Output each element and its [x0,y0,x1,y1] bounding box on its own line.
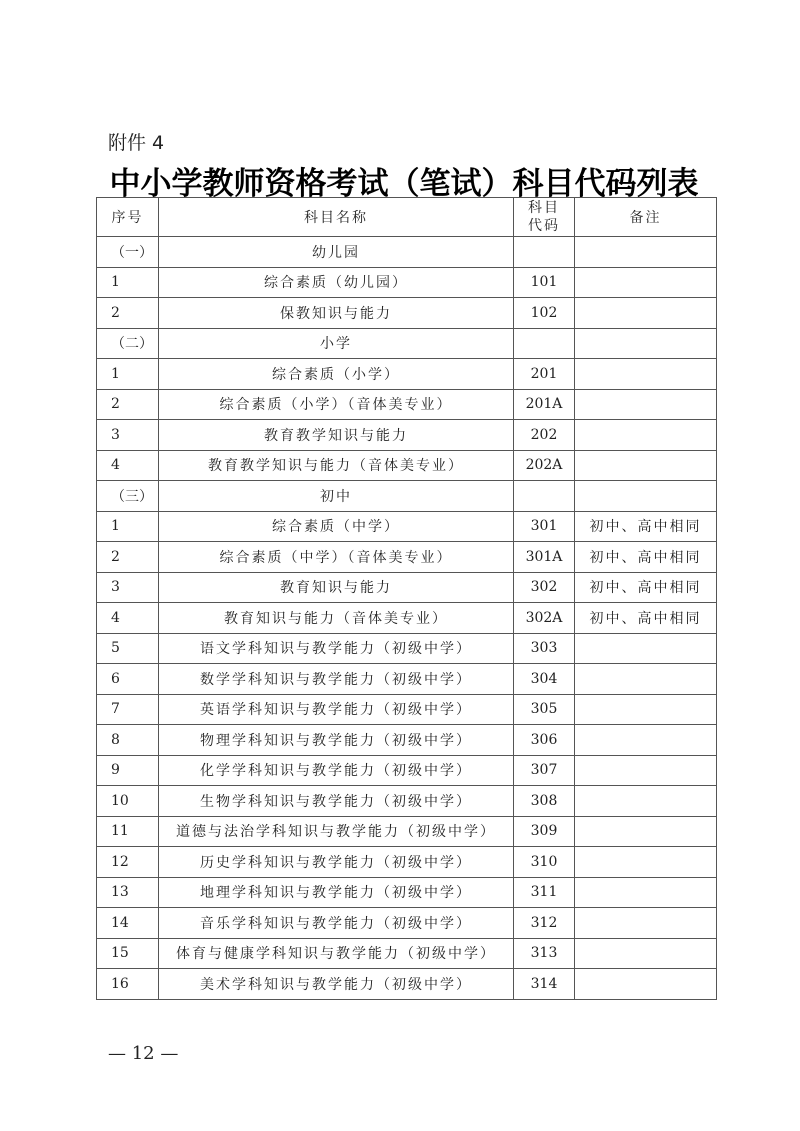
table-row [97,694,717,725]
row-no: 6 [97,664,159,695]
table-header-row [97,198,717,237]
table-row [97,267,717,298]
table-row [97,664,717,695]
row-note [575,786,717,817]
table-row [97,389,717,420]
row-code: 302 [514,572,575,603]
table-row [97,938,717,969]
row-no: 4 [97,450,159,481]
row-name: 小学 [159,328,514,359]
row-no: 9 [97,755,159,786]
row-name: 数学学科知识与教学能力（初级中学） [159,664,514,695]
row-code: 305 [514,694,575,725]
row-code: 314 [514,969,575,1000]
row-code: 201 [514,359,575,390]
row-no: 1 [97,359,159,390]
row-note [575,694,717,725]
page-title: 中小学教师资格考试（笔试）科目代码列表 [109,166,699,202]
attachment-label: 附件 4 [108,132,165,154]
row-note [575,481,717,512]
row-code: 201A [514,389,575,420]
row-no: （三） [97,481,159,512]
row-note [575,450,717,481]
row-no: 13 [97,877,159,908]
table-row [97,633,717,664]
row-code [514,237,575,268]
row-note [575,847,717,878]
table-row [97,450,717,481]
header-no: 序号 [97,198,159,237]
table-row [97,298,717,329]
row-name: 初中 [159,481,514,512]
row-name: 音乐学科知识与教学能力（初级中学） [159,908,514,939]
row-code: 102 [514,298,575,329]
row-note [575,389,717,420]
table-row [97,755,717,786]
table-row [97,908,717,939]
row-no: 14 [97,908,159,939]
row-note [575,908,717,939]
row-name: 教育知识与能力 [159,572,514,603]
row-note [575,359,717,390]
table-row [97,725,717,756]
row-note: 初中、高中相同 [575,572,717,603]
row-no: 16 [97,969,159,1000]
row-name: 地理学科知识与教学能力（初级中学） [159,877,514,908]
row-name: 综合素质（幼儿园） [159,267,514,298]
row-code: 101 [514,267,575,298]
row-code: 313 [514,938,575,969]
row-no: 5 [97,633,159,664]
table-row [97,603,717,634]
row-code: 306 [514,725,575,756]
row-name: 化学学科知识与教学能力（初级中学） [159,755,514,786]
row-no: 10 [97,786,159,817]
row-no: 2 [97,542,159,573]
row-note [575,969,717,1000]
row-name: 物理学科知识与教学能力（初级中学） [159,725,514,756]
row-name: 综合素质（中学） [159,511,514,542]
row-code [514,481,575,512]
row-no: 11 [97,816,159,847]
row-name: 综合素质（小学） [159,359,514,390]
row-no: 3 [97,420,159,451]
row-note [575,664,717,695]
row-code: 202 [514,420,575,451]
row-name: 保教知识与能力 [159,298,514,329]
row-no: 1 [97,511,159,542]
row-code: 304 [514,664,575,695]
row-no: 2 [97,389,159,420]
row-no: 15 [97,938,159,969]
page-number: — 12 — [108,1043,179,1064]
row-note [575,237,717,268]
row-no: 3 [97,572,159,603]
row-no: （一） [97,237,159,268]
table-row [97,877,717,908]
row-note [575,725,717,756]
row-no: 4 [97,603,159,634]
row-code: 303 [514,633,575,664]
table-row [97,328,717,359]
row-no: 2 [97,298,159,329]
row-name: 幼儿园 [159,237,514,268]
row-no: （二） [97,328,159,359]
row-code: 308 [514,786,575,817]
table-row [97,572,717,603]
row-note [575,816,717,847]
row-note [575,633,717,664]
row-note: 初中、高中相同 [575,542,717,573]
row-note [575,298,717,329]
row-code: 307 [514,755,575,786]
row-name: 综合素质（小学）（音体美专业） [159,389,514,420]
header-code-line2: 代码 [528,218,560,234]
table-row [97,847,717,878]
row-name: 教育教学知识与能力（音体美专业） [159,450,514,481]
row-no: 1 [97,267,159,298]
row-name: 英语学科知识与教学能力（初级中学） [159,694,514,725]
row-code: 312 [514,908,575,939]
header-name: 科目名称 [159,198,514,237]
table-row [97,969,717,1000]
row-no: 12 [97,847,159,878]
table-row [97,420,717,451]
table-row [97,786,717,817]
row-code [514,328,575,359]
row-no: 7 [97,694,159,725]
row-no: 8 [97,725,159,756]
row-note [575,755,717,786]
table-row [97,237,717,268]
row-code: 311 [514,877,575,908]
row-name: 美术学科知识与教学能力（初级中学） [159,969,514,1000]
row-note [575,877,717,908]
row-name: 教育教学知识与能力 [159,420,514,451]
table-row [97,816,717,847]
row-note [575,938,717,969]
row-note [575,328,717,359]
subject-code-table [96,197,717,1000]
row-name: 语文学科知识与教学能力（初级中学） [159,633,514,664]
row-code: 310 [514,847,575,878]
table-row [97,511,717,542]
row-name: 历史学科知识与教学能力（初级中学） [159,847,514,878]
table-row [97,481,717,512]
row-code: 302A [514,603,575,634]
row-name: 道德与法治学科知识与教学能力（初级中学） [159,816,514,847]
row-name: 体育与健康学科知识与教学能力（初级中学） [159,938,514,969]
row-note: 初中、高中相同 [575,603,717,634]
header-code [514,198,575,237]
row-code: 309 [514,816,575,847]
table-row [97,359,717,390]
header-note: 备注 [575,198,717,237]
row-name: 综合素质（中学）（音体美专业） [159,542,514,573]
row-name: 教育知识与能力（音体美专业） [159,603,514,634]
row-code: 202A [514,450,575,481]
table-row [97,542,717,573]
row-code: 301A [514,542,575,573]
row-note [575,267,717,298]
row-note: 初中、高中相同 [575,511,717,542]
row-code: 301 [514,511,575,542]
row-name: 生物学科知识与教学能力（初级中学） [159,786,514,817]
row-note [575,420,717,451]
header-code-line1: 科目 [528,200,560,216]
